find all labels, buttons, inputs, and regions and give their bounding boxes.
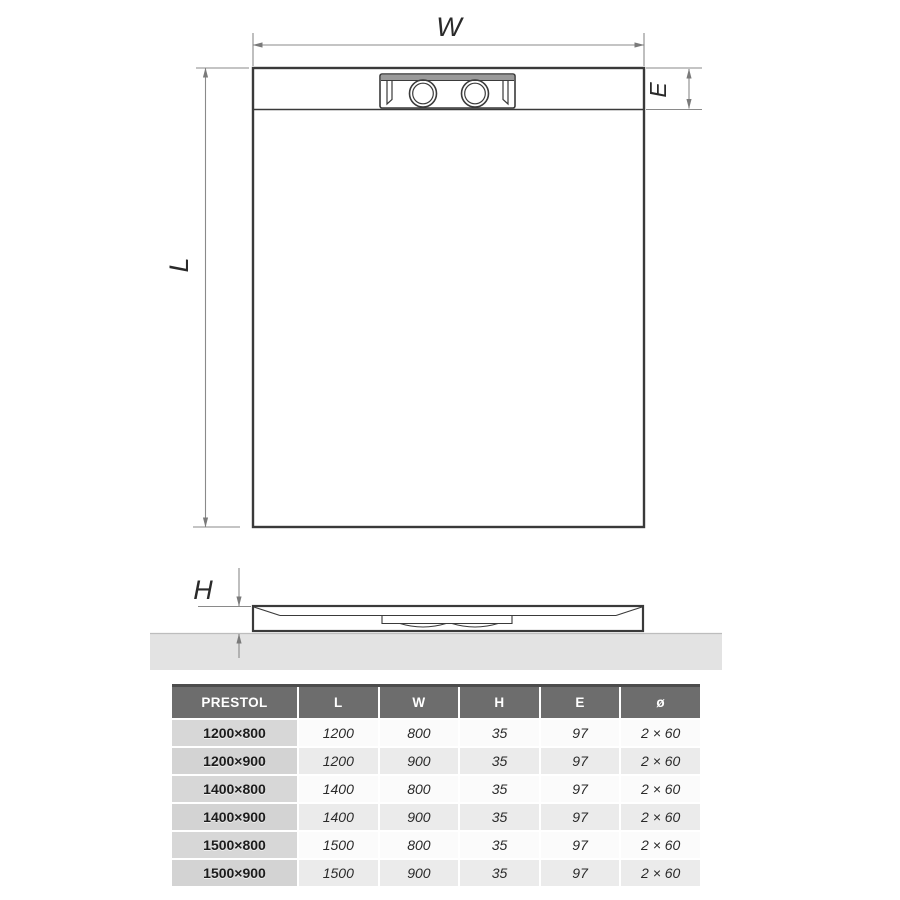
e-value: 97 <box>541 804 620 830</box>
dimension-w <box>253 12 644 66</box>
h-value: 35 <box>460 832 539 858</box>
plan-view <box>253 68 644 527</box>
h-value: 35 <box>460 804 539 830</box>
spec-table <box>172 684 700 886</box>
diameter-value: 2 × 60 <box>621 720 700 746</box>
l-value: 1200 <box>299 748 378 774</box>
e-value: 97 <box>541 860 620 886</box>
l-value: 1400 <box>299 776 378 802</box>
e-dimension-label: E <box>645 82 671 98</box>
diameter-value: 2 × 60 <box>621 748 700 774</box>
header-cell-diameter: ø <box>621 687 700 718</box>
l-value: 1200 <box>299 720 378 746</box>
h-value: 35 <box>460 776 539 802</box>
drain-box-top-strip <box>381 75 514 81</box>
l-value: 1500 <box>299 860 378 886</box>
table-row <box>172 860 700 886</box>
w-value: 800 <box>380 776 459 802</box>
w-value: 800 <box>380 832 459 858</box>
header-cell-w: W <box>380 687 459 718</box>
header-cell-l: L <box>299 687 378 718</box>
table-row <box>172 720 700 746</box>
e-value: 97 <box>541 720 620 746</box>
drain-box-plan <box>380 74 515 108</box>
model-cell: 1400×800 <box>172 776 297 802</box>
side-view <box>253 606 643 631</box>
floor-surface <box>150 633 722 670</box>
w-value: 900 <box>380 748 459 774</box>
w-dimension-label: W <box>436 12 462 42</box>
l-value: 1500 <box>299 832 378 858</box>
dimension-l <box>164 68 249 527</box>
l-dimension-label: L <box>164 257 194 273</box>
diameter-value: 2 × 60 <box>621 776 700 802</box>
tray-outline-side <box>253 606 643 631</box>
dimension-e <box>645 68 702 110</box>
w-value: 900 <box>380 804 459 830</box>
table-header-row <box>172 684 700 718</box>
h-value: 35 <box>460 860 539 886</box>
w-value: 900 <box>380 860 459 886</box>
table-row <box>172 776 700 802</box>
h-value: 35 <box>460 748 539 774</box>
diameter-value: 2 × 60 <box>621 860 700 886</box>
header-cell-e: E <box>541 687 620 718</box>
table-row <box>172 804 700 830</box>
table-row <box>172 832 700 858</box>
diameter-value: 2 × 60 <box>621 832 700 858</box>
model-cell: 1200×800 <box>172 720 297 746</box>
tray-outline-plan <box>253 68 644 527</box>
h-dimension-label: H <box>193 575 213 605</box>
h-value: 35 <box>460 720 539 746</box>
e-value: 97 <box>541 748 620 774</box>
e-value: 97 <box>541 776 620 802</box>
l-value: 1400 <box>299 804 378 830</box>
header-cell-h: H <box>460 687 539 718</box>
header-cell-prestol: PRESTOL <box>172 687 297 718</box>
diameter-value: 2 × 60 <box>621 804 700 830</box>
model-cell: 1500×900 <box>172 860 297 886</box>
w-value: 800 <box>380 720 459 746</box>
e-value: 97 <box>541 832 620 858</box>
model-cell: 1500×800 <box>172 832 297 858</box>
model-cell: 1200×900 <box>172 748 297 774</box>
table-row <box>172 748 700 774</box>
model-cell: 1400×900 <box>172 804 297 830</box>
